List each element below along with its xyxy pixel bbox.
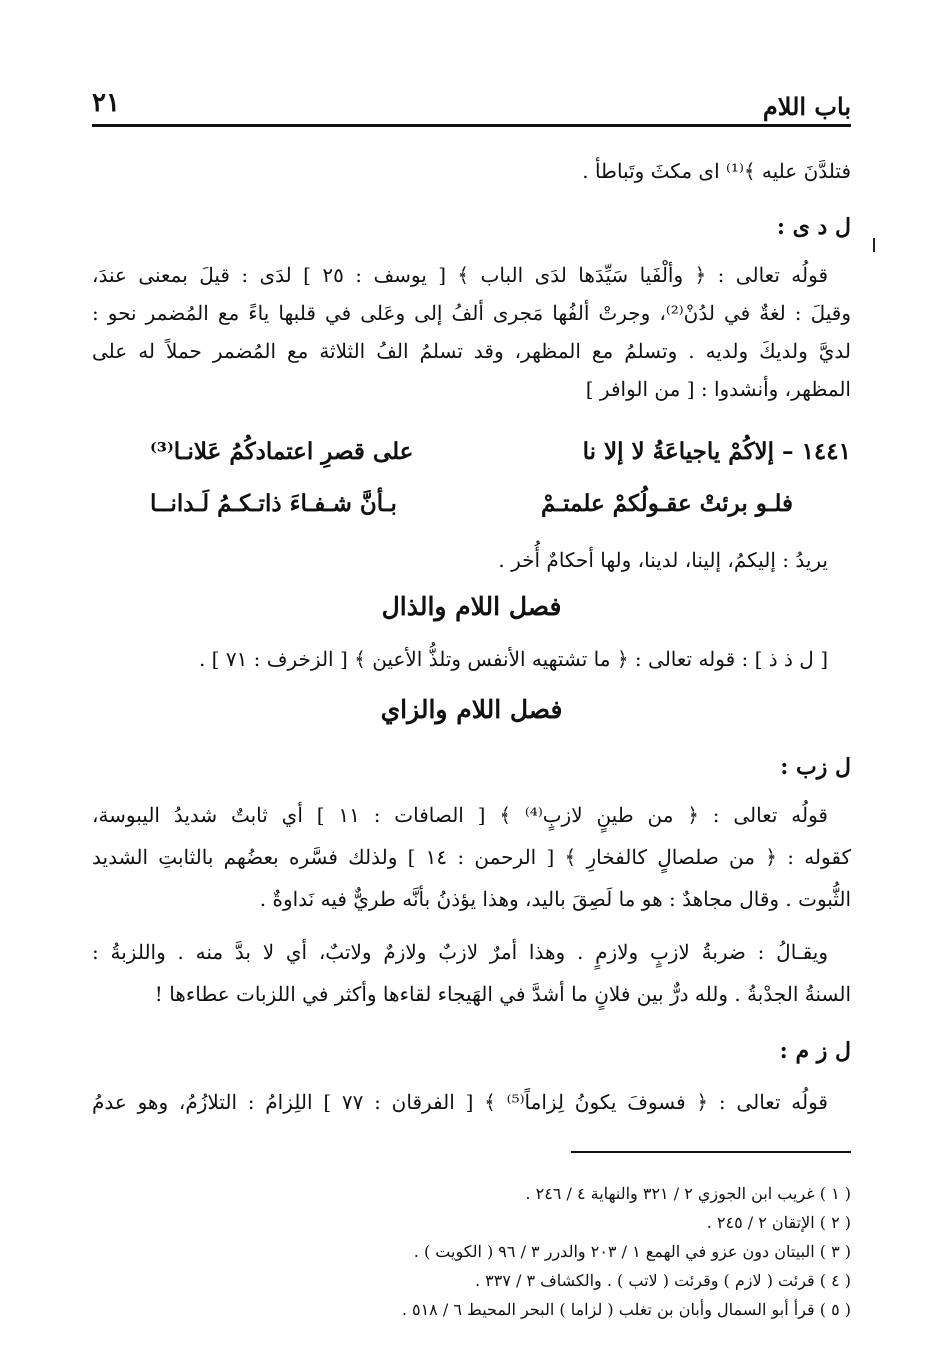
verse-1-first-hemistich: ١٤٤١ – إلاكُمْ ياجياعَةُ لا إلا نا [582, 438, 851, 465]
text-line: قولُه تعالى : ﴿ فسوفَ يكونُ لِزاماً⁽⁵⁾ ﴾ [ الفرقان : ٧٧ ] اللِزامُ : التلازُمُ، وهو عدمُ [92, 1090, 828, 1114]
footnote-2: ( ٢ ) الإتقان ٢ / ٢٤٥ . [706, 1213, 851, 1232]
text-line: كقوله : ﴿ من صلصالٍ كالفخارِ ﴾ [ الرحمن : ١٤ ] ولذلك فسَّره بعضُهم بالثابتِ الشديد [92, 845, 851, 869]
text-line: السنةُ الجدْبةُ . ولله درٌّ بين فلانٍ ما أشدَّ في الهَيجاء لقاءها وأكثر في اللزبات عطاءها ! [154, 982, 851, 1006]
text-line: وقيلَ : لغةٌ في لدُنْ⁽²⁾، وجرتْ ألفُها مَجرى ألفُ إلى وعَلى في قلبها ياءً مع المُضمر نحو : [92, 301, 851, 325]
text-line: يريدُ : إليكمُ، إلينا، لدينا، ولها أحكامٌ أُخر . [498, 548, 828, 572]
text-line: قولُه تعالى : ﴿ وألْفَيا سَيِّدَها لدَى الباب ﴾ [ يوسف : ٢٥ ] لدَى : قيلَ بمعنى عندَ، [92, 263, 829, 287]
header-rule [92, 124, 851, 127]
entry-heading-lzb: ل زب : [780, 754, 851, 780]
footnote-1: ( ١ ) غريب ابن الجوزي ٢ / ٣٢١ والنهاية ٤ / ٢٤٦ . [525, 1184, 851, 1203]
footnote-5: ( ٥ ) قرأ أبو السمال وأبان بن تغلب ( لزاما ) البحر المحيط ٦ / ٥١٨ . [401, 1300, 851, 1319]
page-number: ٢١ [92, 88, 120, 118]
verse-2-second-hemistich: بـأنَّ شـفـاءَ ذاتـكـمُ لَـدانــا [150, 490, 397, 517]
text-line: الثُّبوت . وقال مجاهدٌ : هو ما لَصِقَ باليد، وهذا يؤذنُ بأنَّه طريٌّ فيه نَداوةٌ . [259, 887, 851, 911]
running-header-title: باب اللام [762, 92, 851, 121]
entry-heading-lzm: ل ز م : [779, 1038, 851, 1064]
section-heading: فصل اللام والذال [381, 592, 562, 621]
text-line: قولُه تعالى : ﴿ من طينٍ لازبٍ⁽⁴⁾ ﴾ [ الصافات : ١١ ] أي ثابتٌ شديدُ اليبوسة، [92, 803, 828, 827]
footnote-4: ( ٤ ) قرئت ( لازم ) وقرئت ( لاتب ) . والكشاف ٣ / ٣٣٧ . [474, 1271, 851, 1290]
verse-1-second-hemistich: على قصرِ اعتمادكُمُ عَلانـا⁽³⁾ [150, 438, 414, 465]
footnote-rule [571, 1151, 851, 1153]
text-line: لديَّ ولديكَ ولديه . وتسلمُ مع المظهر، وقد تسلمُ الفُ الثلاثة مع المُضمر حملاً له على [92, 339, 851, 363]
entry-heading-ldy: ل د ى : [776, 214, 851, 240]
text-line: ويقـالُ : ضربةُ لازبٍ ولازمٍ . وهذا أمرٌ لازبٌ ولازمٌ ولاتبٌ، أي لا بدَّ منه . واللزبةُ : [92, 940, 828, 964]
footnote-3: ( ٣ ) البيتان دون عزو في الهمع ١ / ٢٠٣ والدرر ٣ / ٩٦ ( الكويت ) . [413, 1242, 851, 1261]
text-line: المظهر، وأنشدوا : [ من الوافر ] [585, 377, 851, 401]
text-line: فتلدَّنَ عليه ﴾⁽¹⁾ اى مكثَ وتَباطأ . [582, 159, 851, 183]
entry-ldhdh: [ ل ذ ذ ] : قوله تعالى : ﴿ ما تشتهيه الأنفس وتلذُّ الأعين ﴾ [ الزخرف : ٧١ ] . [198, 647, 828, 671]
verse-2-first-hemistich: فلـو برئتْ عقـولُكمْ علمتـمْ [541, 490, 793, 517]
section-heading: فصل اللام والزاي [380, 695, 563, 724]
margin-mark [873, 238, 875, 252]
